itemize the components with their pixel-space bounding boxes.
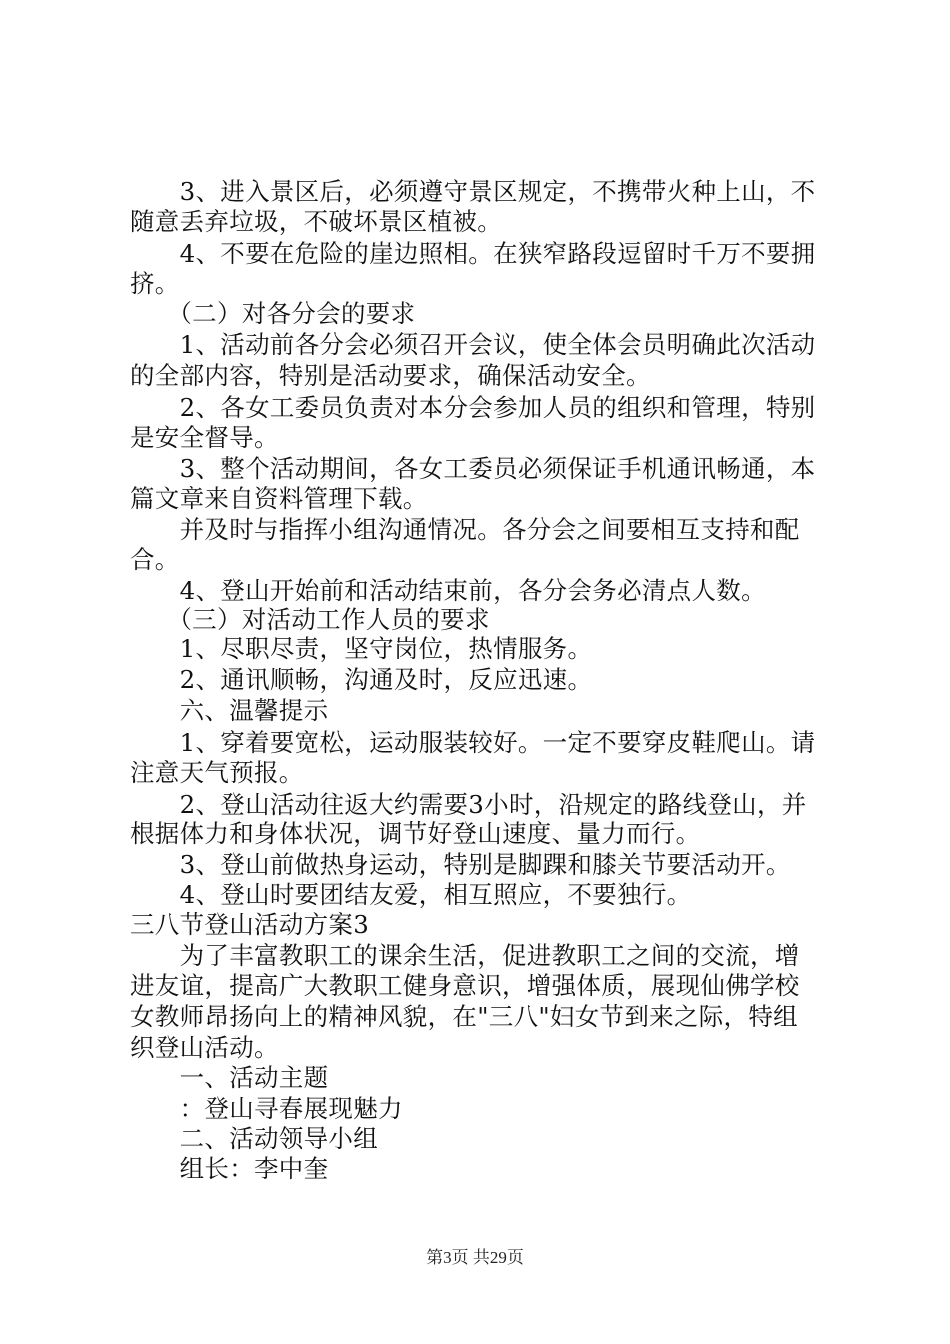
text-line: 4、登山时要团结友爱，相互照应，不要独行。 xyxy=(130,880,692,909)
text-line: 为了丰富教职工的课余生活，促进教职工之间的交流，增 xyxy=(130,941,800,970)
text-line: 3、整个活动期间，各女工委员必须保证手机通讯畅通，本 xyxy=(130,454,816,483)
text-line: 随意丢弃垃圾，不破坏景区植被。 xyxy=(130,207,502,236)
text-line: 注意天气预报。 xyxy=(130,758,304,787)
text-line: （三）对活动工作人员的要求 xyxy=(130,605,490,634)
text-line: ：登山寻春展现魅力 xyxy=(130,1094,403,1123)
section-heading: 三八节登山活动方案3 xyxy=(130,910,370,939)
text-line: 2、通讯顺畅，沟通及时，反应迅速。 xyxy=(130,665,593,694)
text-line: 根据体力和身体状况，调节好登山速度、量力而行。 xyxy=(130,819,701,848)
text-line: 并及时与指挥小组沟通情况。各分会之间要相互支持和配 xyxy=(130,515,800,544)
text-line: 2、各女工委员负责对本分会参加人员的组织和管理，特别 xyxy=(130,393,816,422)
text-line: 是安全督导。 xyxy=(130,423,279,452)
text-line: 4、不要在危险的崖边照相。在狭窄路段逗留时千万不要拥 xyxy=(130,239,816,268)
text-line: 六、温馨提示 xyxy=(130,696,329,725)
text-line: 2、登山活动往返大约需要3小时，沿规定的路线登山，并 xyxy=(130,790,807,819)
text-line: 织登山活动。 xyxy=(130,1033,279,1062)
text-line: 1、活动前各分会必须召开会议，使全体会员明确此次活动 xyxy=(130,330,816,359)
text-line: 3、进入景区后，必须遵守景区规定，不携带火种上山，不 xyxy=(130,177,816,206)
text-line: （二）对各分会的要求 xyxy=(130,299,416,328)
text-line: 组长：李中奎 xyxy=(130,1154,329,1183)
text-line: 女教师昂扬向上的精神风貌，在"三八"妇女节到来之际，特组 xyxy=(130,1002,798,1031)
text-line: 3、登山前做热身运动，特别是脚踝和膝关节要活动开。 xyxy=(130,850,791,879)
text-line: 1、穿着要宽松，运动服装较好。一定不要穿皮鞋爬山。请 xyxy=(130,728,816,757)
text-line: 篇文章来自资料管理下载。 xyxy=(130,484,428,513)
text-line: 合。 xyxy=(130,545,180,574)
text-line: 的全部内容，特别是活动要求，确保活动安全。 xyxy=(130,361,651,390)
text-line: 进友谊，提高广大教职工健身意识，增强体质，展现仙佛学校 xyxy=(130,971,800,1000)
text-line: 二、活动领导小组 xyxy=(130,1124,378,1153)
text-line: 一、活动主题 xyxy=(130,1063,329,1092)
text-line: 4、登山开始前和活动结束前，各分会务必清点人数。 xyxy=(130,576,766,605)
page-number-footer: 第3页 共29页 xyxy=(426,1248,524,1267)
text-line: 挤。 xyxy=(130,269,180,298)
text-line: 1、尽职尽责，坚守岗位，热情服务。 xyxy=(130,634,593,663)
